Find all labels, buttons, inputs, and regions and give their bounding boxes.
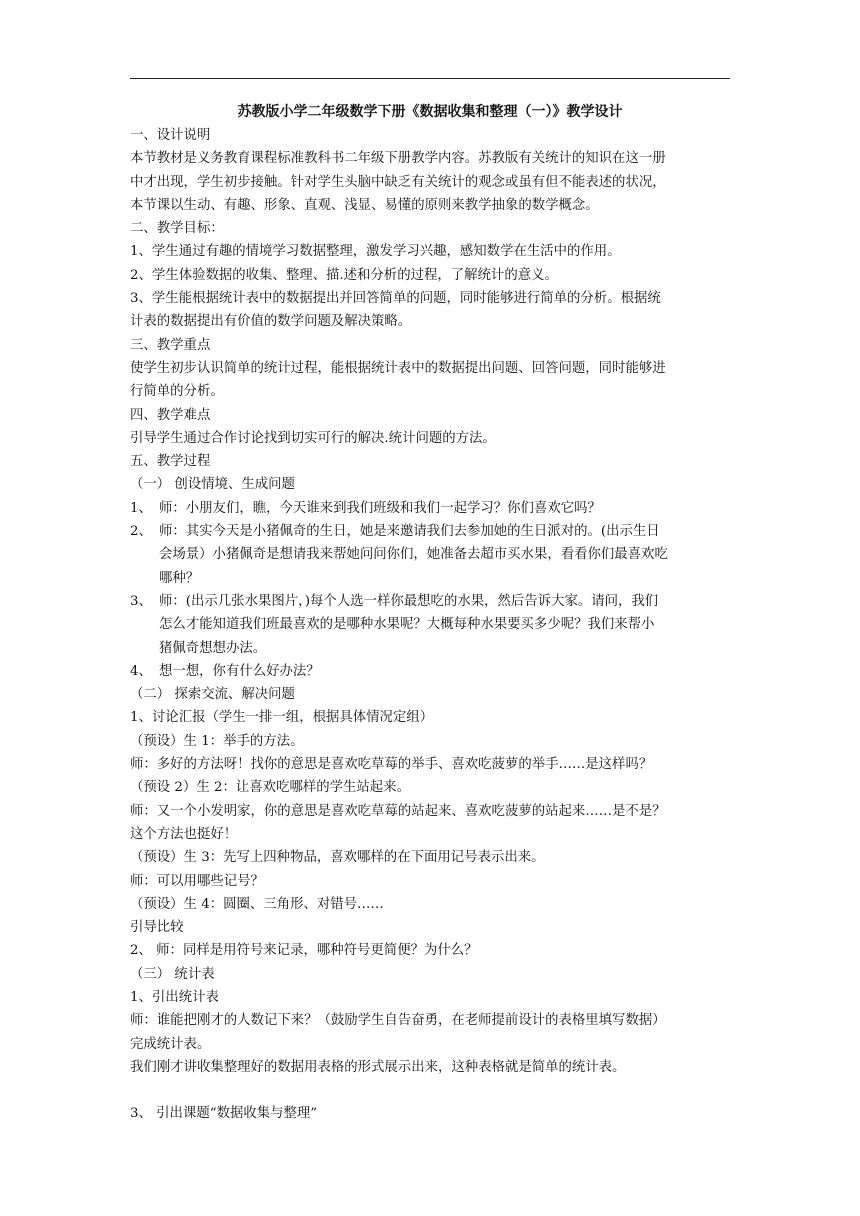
list-text: 猪佩奇想想办法。 — [159, 640, 267, 656]
subsection-heading: （二） 探索交流、解决问题 — [130, 687, 295, 703]
paragraph-line: （预设）生 4：圆圈、三角形、对错号…… — [130, 896, 384, 912]
list-item — [130, 520, 730, 590]
document-title: 苏教版小学二年级数学下册《数据收集和整理（一）》教学设计 — [237, 104, 623, 120]
section-heading: 三、教学重点 — [130, 337, 211, 353]
paragraph-line: 本节课以生动、有趣、形象、直观、浅显、易懂的原则来教学抽象的数学概念。 — [130, 197, 599, 213]
paragraph-line: 使学生初步认识简单的统计过程，能根据统计表中的数据提出问题、回答问题，同时能够进 — [130, 360, 666, 376]
list-text: 师：其实今天是小猪佩奇的生日，她是来邀请我们去参加她的生日派对的。(出示生日 — [159, 524, 660, 540]
section-heading: 一、设计说明 — [130, 128, 211, 143]
list-number: 3、 — [130, 593, 152, 609]
subsection-heading: （一） 创设情境、生成问题 — [130, 477, 295, 493]
paragraph-line: 我们刚才讲收集整理好的数据用表格的形式展示出来，这种表格就是简单的统计表。 — [130, 1059, 626, 1075]
subsection-heading: （三） 统计表 — [130, 966, 215, 982]
list-item: 2、学生体验数据的收集、整理、描.述和分析的过程，了解统计的意义。 — [130, 267, 558, 283]
paragraph-line: 师：又一个小发明家，你的意思是喜欢吃草莓的站起来、喜欢吃菠萝的站起来……是不是？ — [130, 803, 666, 819]
list-text: 师：(出示几张水果图片，)每个人选一样你最想吃的水果，然后告诉大家。请问，我们 — [159, 593, 659, 609]
list-number: 2、 — [130, 524, 152, 540]
paragraph-line: 1、讨论汇报（学生一排一组，根据具体情况定组） — [130, 710, 434, 726]
paragraph-line: 引导学生通过合作讨论找到切实可行的解决.统计问题的方法。 — [130, 430, 496, 446]
header-rule — [130, 78, 730, 79]
paragraph-line: （预设）生 1：举手的方法。 — [130, 733, 304, 749]
paragraph-line: 这个方法也挺好！ — [130, 826, 238, 842]
list-text: 怎么才能知道我们班最喜欢的是哪种水果呢？大概每种水果要买多少呢？我们来帮小 — [159, 617, 655, 633]
paragraph-line: 行简单的分析。 — [130, 384, 224, 400]
list-item: 1、学生通过有趣的情境学习数据整理，激发学习兴趣，感知数学在生活中的作用。 — [130, 244, 621, 260]
list-item: 3、学生能根据统计表中的数据提出并回答简单的问题，同时能够进行简单的分析。根据统 — [130, 291, 661, 307]
list-text: 想一想，你有什么好办法？ — [159, 663, 320, 679]
document-body — [130, 101, 730, 1126]
list-text: 师：小朋友们，瞧，今天谁来到我们班级和我们一起学习？你们喜欢它吗？ — [159, 500, 601, 516]
section-heading: 二、教学目标： — [130, 221, 224, 237]
list-item — [130, 660, 730, 683]
section-heading: 五、教学过程 — [130, 454, 211, 470]
paragraph-line: （预设）生 3：先写上四种物品，喜欢哪样的在下面用记号表示出来。 — [130, 850, 545, 866]
paragraph-line: 师：谁能把刚才的人数记下来？（鼓励学生自告奋勇，在老师提前设计的表格里填写数据） — [130, 1013, 666, 1029]
paragraph-line: 引导比较 — [130, 920, 184, 936]
section-heading: 四、教学难点 — [130, 407, 211, 423]
paragraph-line: 本节教材是义务教育课程标准教科书二年级下册教学内容。苏教版有关统计的知识在这一册 — [130, 151, 666, 167]
list-number: 1、 — [130, 500, 152, 516]
list-item: 计表的数据提出有价值的数学问题及解决策略。 — [130, 314, 412, 330]
blank-line — [130, 1079, 730, 1102]
paragraph-line: （预设 2）生 2：让喜欢吃哪样的学生站起来。 — [130, 780, 410, 796]
list-item — [130, 590, 730, 660]
paragraph-line: 中才出现，学生初步接触。针对学生头脑中缺乏有关统计的观念或虽有但不能表述的状况， — [130, 174, 666, 190]
paragraph-line: 师：多好的方法呀！找你的意思是喜欢吃草莓的举手、喜欢吃菠萝的举手……是这样吗？ — [130, 757, 653, 773]
list-text: 会场景）小猪佩奇是想请我来帮她问问你们，她准备去超市买水果，看看你们最喜欢吃 — [159, 547, 668, 563]
list-item — [130, 497, 730, 520]
list-text: 哪种？ — [159, 570, 200, 586]
paragraph-line: 完成统计表。 — [130, 1036, 211, 1052]
paragraph-line: 1、引出统计表 — [130, 989, 219, 1005]
paragraph-line: 3、 引出课题“数据收集与整理” — [130, 1106, 318, 1122]
paragraph-line: 2、 师：同样是用符号来记录，哪种符号更简便？为什么？ — [130, 943, 478, 959]
paragraph-line: 师：可以用哪些记号？ — [130, 873, 264, 889]
list-number: 4、 — [130, 663, 152, 679]
